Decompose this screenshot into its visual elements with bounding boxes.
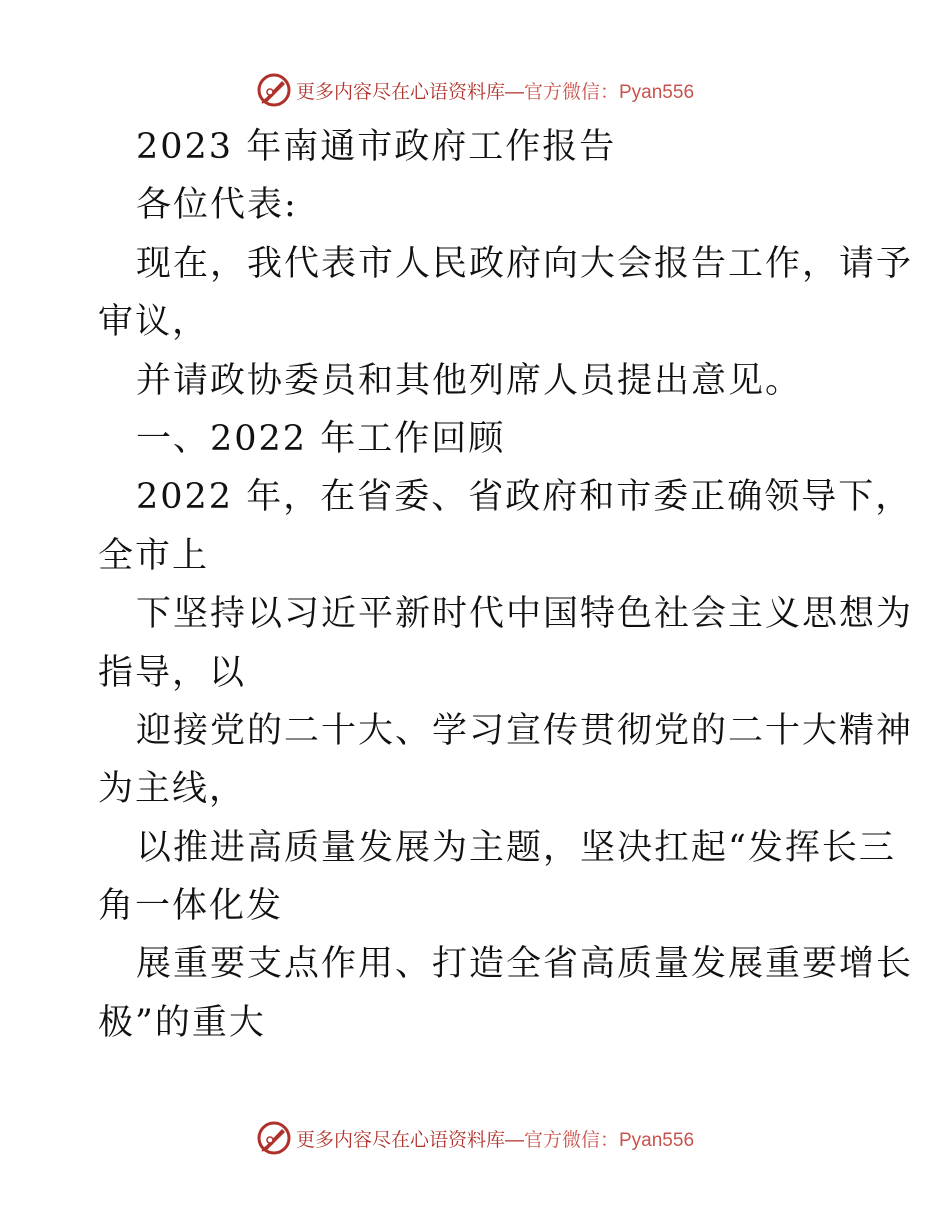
paragraph-line: 极”的重大	[98, 1002, 266, 1043]
paragraph-line: 并请政协委员和其他列席人员提出意见。	[136, 360, 803, 401]
paragraph-line: 全市上	[98, 535, 210, 576]
document-title: 2023 年南通市政府工作报告	[136, 127, 617, 167]
footer-banner-text: 更多内容尽在心语资料库—官方微信：Pyan556	[295, 1129, 695, 1151]
header-watermark-banner	[0, 70, 950, 110]
quill-logo-icon	[256, 1120, 292, 1156]
paragraph-line: 为主线，	[98, 769, 247, 810]
header-banner-text: 更多内容尽在心语资料库—官方微信：Pyan556	[295, 81, 695, 103]
paragraph-line: 角一体化发	[98, 886, 284, 927]
section-heading: 一、2022 年工作回顾	[136, 418, 506, 459]
paragraph-line: 以推进高质量发展为主题，坚决扛起“发挥长三	[136, 827, 896, 868]
paragraph-line: 展重要支点作用、打造全省高质量发展重要增长	[136, 944, 914, 985]
paragraph-line: 现在，我代表市人民政府向大会报告工作，请予	[136, 243, 914, 284]
paragraph-line: 审议，	[98, 302, 210, 343]
paragraph-line: 2022 年，在省委、省政府和市委正确领导下，	[136, 477, 913, 518]
paragraph-line: 下坚持以习近平新时代中国特色社会主义思想为	[136, 594, 914, 635]
quill-logo-icon	[256, 72, 292, 108]
salutation: 各位代表:	[136, 185, 298, 226]
footer-watermark-banner	[0, 1118, 950, 1158]
paragraph-line: 指导，以	[98, 652, 247, 693]
paragraph-line: 迎接党的二十大、学习宣传贯彻党的二十大精神	[136, 710, 914, 751]
document-body	[98, 118, 914, 1052]
